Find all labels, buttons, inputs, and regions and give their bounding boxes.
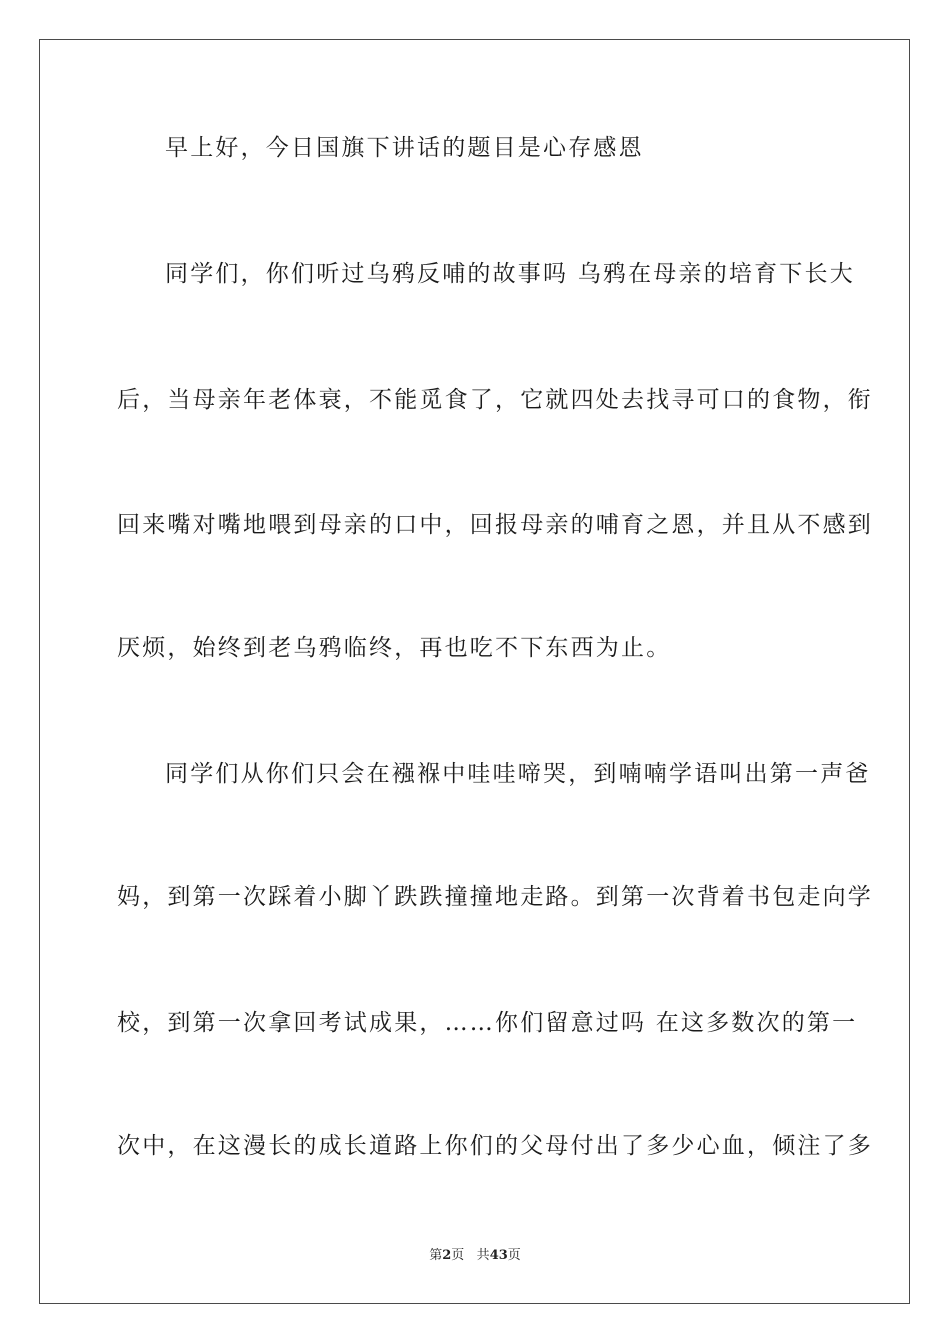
footer-page-prefix: 第 <box>429 1248 443 1263</box>
paragraph-line-7: 妈，到第一次踩着小脚丫跌跌撞撞地走路。到第一次背着书包走向学 <box>117 884 873 910</box>
page-border <box>39 39 910 1304</box>
footer-total-suffix: 页 <box>507 1248 521 1263</box>
paragraph-line-8: 校，到第一次拿回考试成果，……你们留意过吗 在这多数次的第一 <box>117 1010 858 1036</box>
paragraph-line-5: 厌烦，始终到老乌鸦临终，再也吃不下东西为止。 <box>117 635 672 661</box>
paragraph-line-6: 同学们从你们只会在襁褓中哇哇啼哭，到喃喃学语叫出第一声爸 <box>165 761 871 787</box>
footer-total-pages: 43 <box>489 1248 508 1263</box>
paragraph-line-4: 回来嘴对嘴地喂到母亲的口中，回报母亲的哺育之恩，并且从不感到 <box>117 512 873 538</box>
paragraph-line-1: 早上好，今日国旗下讲话的题目是心存感恩 <box>165 135 644 161</box>
paragraph-line-3: 后，当母亲年老体衰，不能觅食了，它就四处去找寻可口的食物，衔 <box>117 387 873 413</box>
footer-page-number: 2 <box>442 1248 452 1263</box>
page-footer <box>0 1248 950 1264</box>
paragraph-line-2: 同学们，你们听过乌鸦反哺的故事吗 乌鸦在母亲的培育下长大 <box>165 261 855 287</box>
footer-total-prefix: 共 <box>476 1248 490 1263</box>
paragraph-line-9: 次中，在这漫长的成长道路上你们的父母付出了多少心血，倾注了多 <box>117 1133 873 1159</box>
footer-page-suffix: 页 <box>451 1248 465 1263</box>
